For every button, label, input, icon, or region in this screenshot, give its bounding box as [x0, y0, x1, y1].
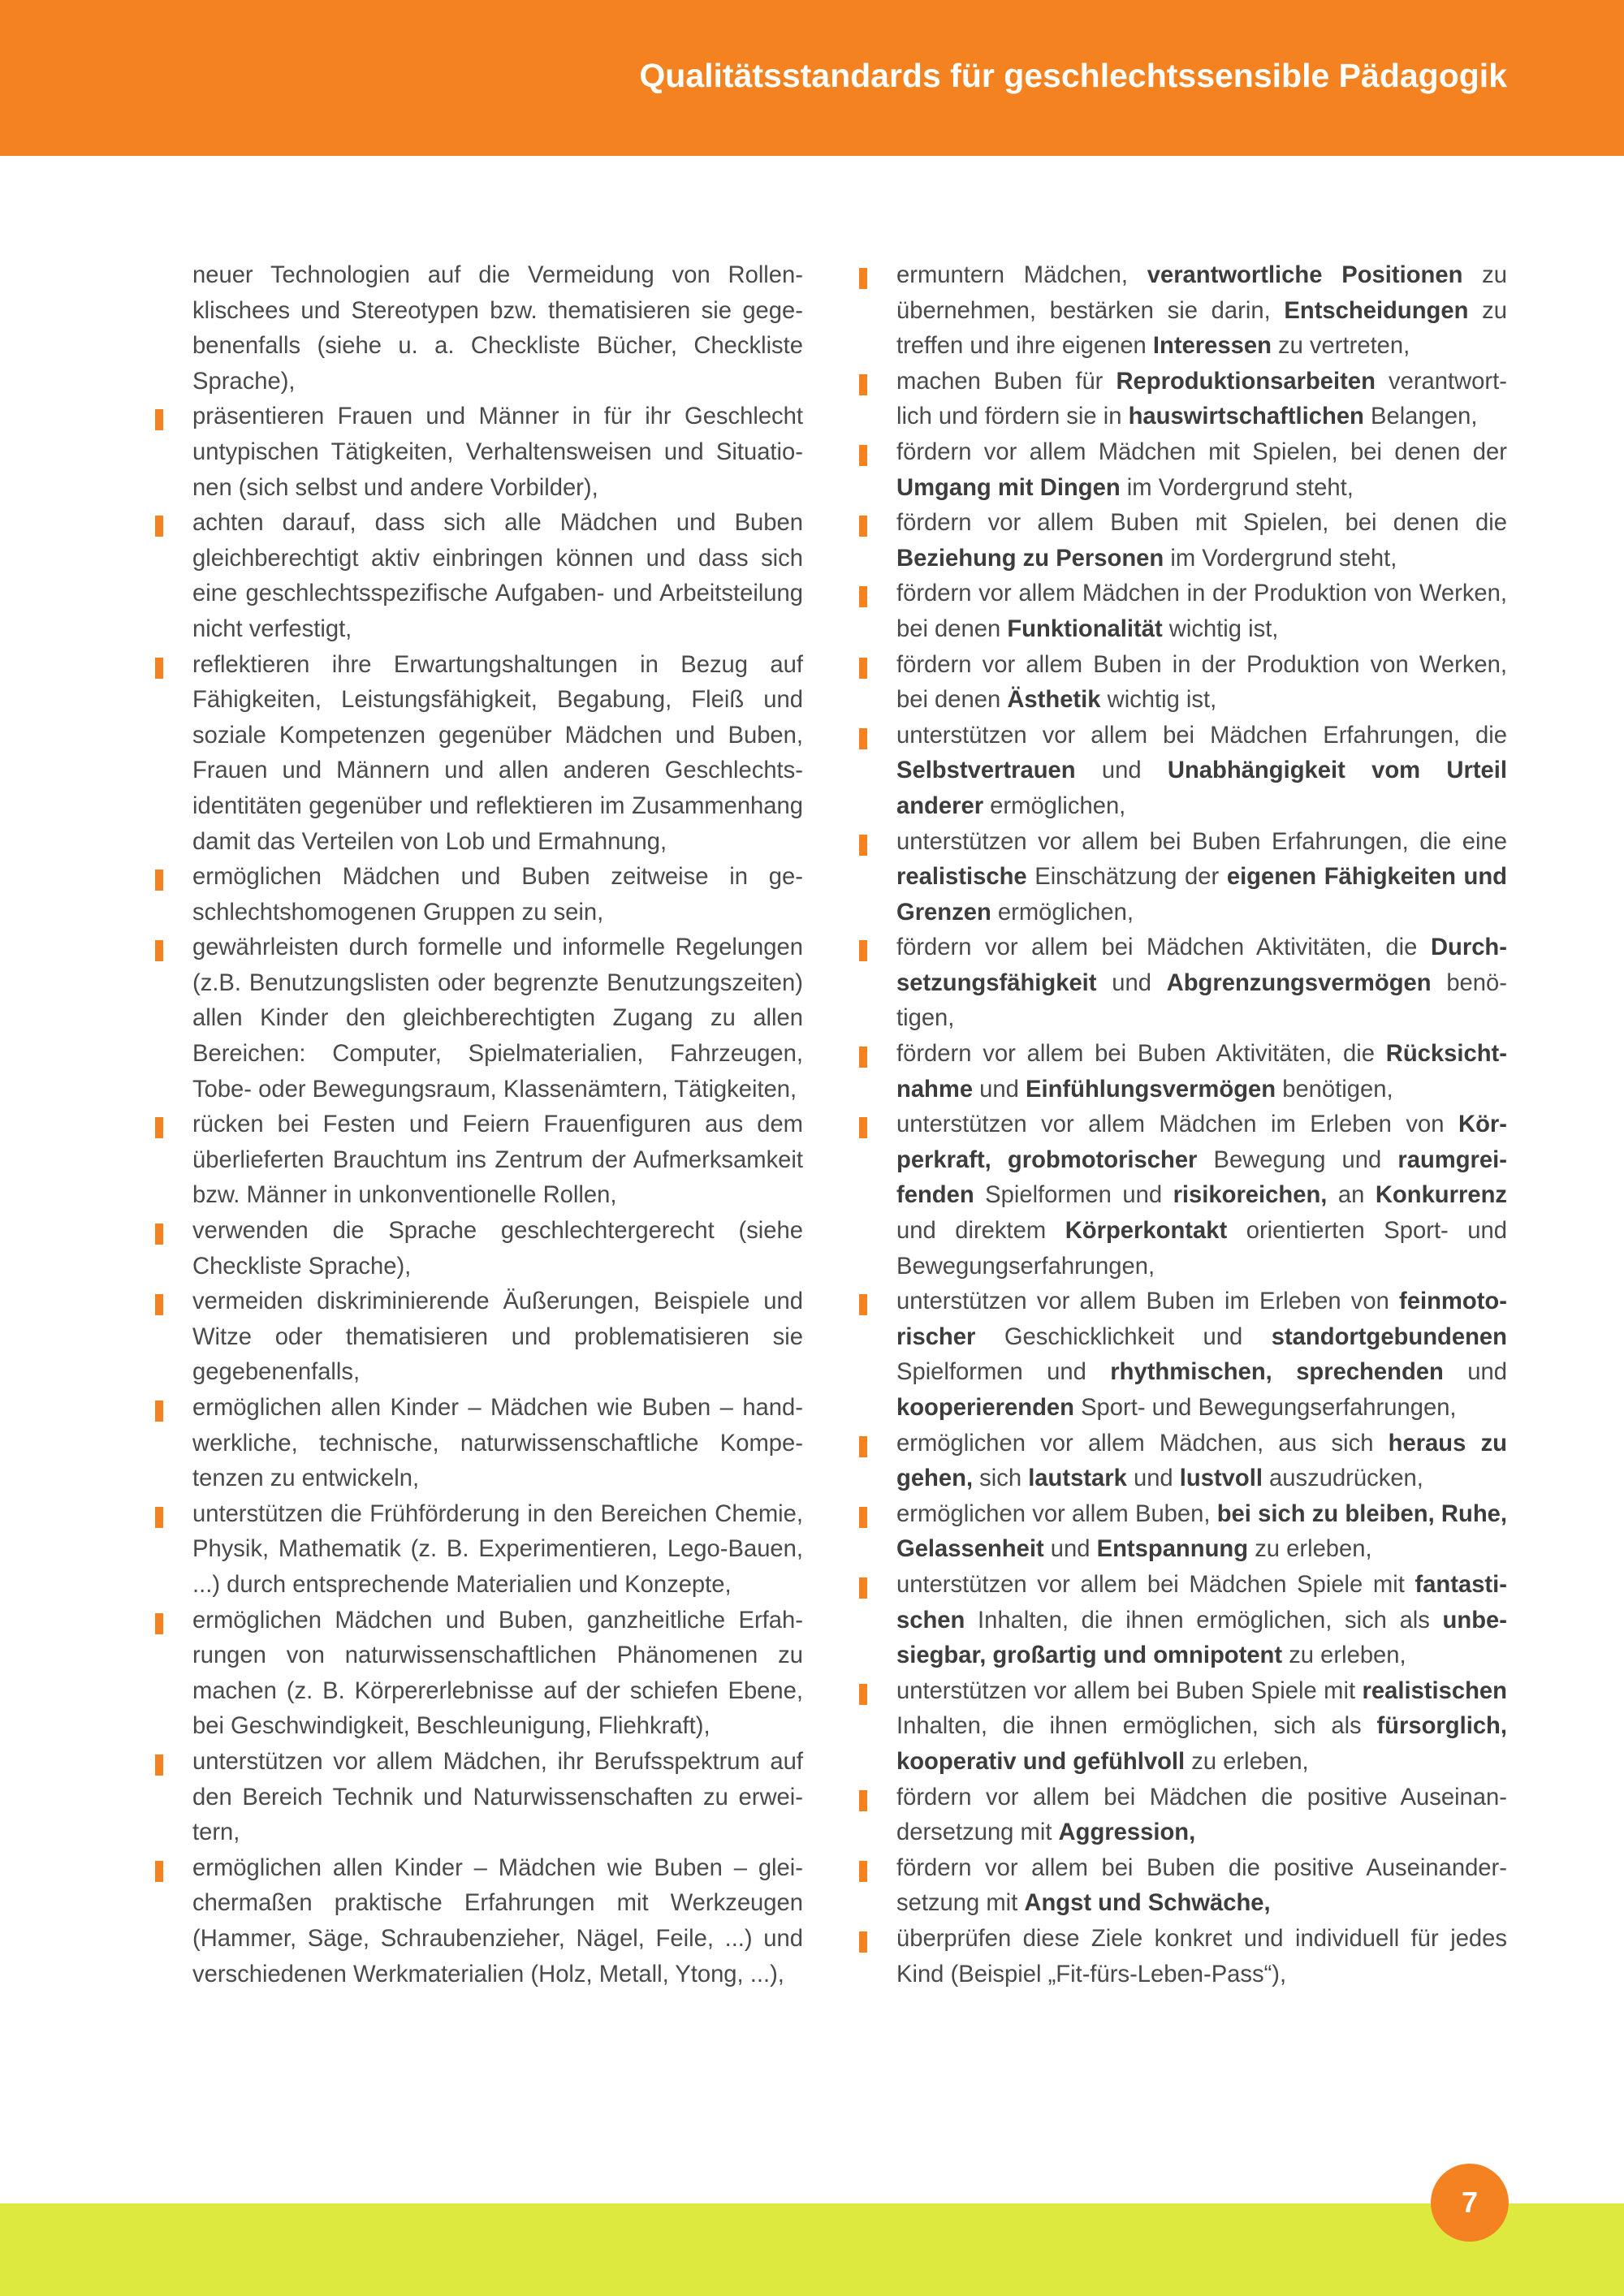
list-item [896, 365, 1507, 435]
list-item [896, 258, 1507, 365]
item-text: rücken bei Festen und Feiern Frauenfiguren aus dem überlieferten Brauchtum ins Zentrum der Aufmerksamkeit bzw. Männer in unkonventionelle Rollen, [192, 1111, 803, 1209]
item-text: Inhalten, die ihnen ermöglichen, sich als [965, 1607, 1443, 1634]
bullet-marker-icon [155, 1507, 163, 1528]
emphasis-text: Rücksichtnahme [896, 1041, 1507, 1103]
right-column [896, 258, 1507, 1992]
item-text: wichtig ist, [1100, 687, 1217, 714]
item-text: Bewegung und [1197, 1146, 1398, 1173]
bullet-marker-icon [859, 658, 867, 679]
list-item [192, 860, 803, 930]
list-item [896, 1497, 1507, 1568]
header-bar [0, 0, 1624, 156]
item-text: und [973, 1076, 1026, 1103]
item-text: fördern vor allem Mädchen mit Spielen, bei denen der [896, 438, 1507, 465]
emphasis-text: Abgrenzungsvermögen [1166, 969, 1432, 996]
item-text: ermuntern Mädchen, [896, 262, 1147, 288]
bullet-marker-icon [859, 1117, 867, 1138]
right-bullet-list [896, 258, 1507, 1992]
item-text: Einschätzung der [1026, 864, 1227, 891]
item-text: reflektieren ihre Erwartungshaltungen in Bezug auf Fähigkeiten, Leistungsfähigkeit, Begabung, Fleiß und soziale Kompetenzen gegenüber Mädchen und Buben, Frauen und Männern und allen anderen Geschlechtsidentitäten gegenüber und reflektieren im Zusammenhang damit das Verteilen von Lob und Ermahnung, [192, 651, 803, 855]
list-item [192, 399, 803, 506]
emphasis-text: eigenen Fähigkeiten und Grenzen [896, 864, 1507, 926]
item-text: fördern vor allem bei Buben die positive Auseinandersetzung mit [896, 1854, 1507, 1917]
emphasis-text: realistischen [1362, 1677, 1507, 1704]
bullet-marker-icon [859, 1684, 867, 1705]
bullet-marker-icon [859, 1790, 867, 1811]
item-text: zu erleben, [1282, 1642, 1406, 1669]
emphasis-text: Umgang mit Dingen [896, 474, 1121, 501]
item-text: unterstützen vor allem bei Buben Spiele mit [896, 1677, 1363, 1704]
list-item [896, 1568, 1507, 1674]
list-item [896, 1922, 1507, 1992]
item-text: ermöglichen Mädchen und Buben, ganzheitliche Erfahrungen von naturwissenschaftlichen Phänomenen zu machen (z. B. Körpererlebnisse auf der schiefen Ebene, bei Geschwindigkeit, Beschleunigung, Fliehkraft), [192, 1607, 803, 1740]
bullet-marker-icon [859, 1294, 867, 1315]
item-text: und [1096, 969, 1167, 996]
left-bullet-list [192, 399, 803, 1992]
list-item [192, 648, 803, 861]
emphasis-text: Ästhetik [1007, 687, 1101, 714]
item-text: ermöglichen, [983, 792, 1126, 819]
continuation-text: neuer Technologien auf die Vermeidung von Rollenklischees und Stereotypen bzw. thematisieren sie gegebenenfalls (siehe u. a. Checkliste Bücher, Checkliste Sprache), [192, 262, 803, 395]
item-text: und [1126, 1465, 1180, 1492]
item-text: ermöglichen, [991, 899, 1134, 926]
bullet-marker-icon [859, 728, 867, 749]
item-text: an [1327, 1182, 1376, 1209]
bullet-marker-icon [859, 1047, 867, 1068]
bullet-marker-icon [155, 1861, 163, 1882]
list-item [896, 1426, 1507, 1497]
item-text: auszudrücken, [1262, 1465, 1423, 1492]
emphasis-text: heraus zu gehen, [896, 1430, 1507, 1492]
list-item [192, 1107, 803, 1214]
item-text: Sport- und Bewegungserfahrungen, [1073, 1395, 1457, 1421]
bullet-marker-icon [155, 516, 163, 537]
item-text: unterstützen vor allem Mädchen im Erleben von [896, 1111, 1458, 1138]
bullet-marker-icon [859, 1931, 867, 1953]
item-text: fördern vor allem bei Mädchen die positive Auseinandersetzung mit [896, 1784, 1507, 1846]
list-item [896, 648, 1507, 719]
bullet-marker-icon [155, 1400, 163, 1422]
bullet-marker-icon [155, 1224, 163, 1245]
list-item [192, 1603, 803, 1745]
item-text: fördern vor allem bei Mädchen Aktivitäten, die [896, 934, 1431, 961]
emphasis-text: risikoreichen, [1173, 1182, 1328, 1209]
item-text: benötigen, [1276, 1076, 1393, 1103]
item-text: Spielformen und [896, 1359, 1111, 1386]
bullet-marker-icon [155, 1613, 163, 1634]
item-text: ermöglichen vor allem Mädchen, aus sich [896, 1430, 1389, 1457]
bullet-marker-icon [859, 835, 867, 856]
item-text: verantwortlich und fördern sie in [896, 368, 1507, 430]
bullet-marker-icon [859, 445, 867, 466]
list-item [896, 1037, 1507, 1107]
item-text: ermöglichen allen Kinder – Mädchen wie Buben – gleichermaßen praktische Erfahrungen mit Werkzeugen (Hammer, Säge, Schraubenzieher, Nägel, Feile, ...) und verschiedenen Werkmaterialien (Holz, Metall, Ytong, ...), [192, 1854, 803, 1987]
list-item [896, 506, 1507, 576]
emphasis-text: Reproduktionsarbeiten [1116, 368, 1376, 395]
item-text: überprüfen diese Ziele konkret und individuell für jedes Kind (Beispiel „Fit-fürs-Leben-Pass“), [896, 1925, 1507, 1987]
emphasis-text: hauswirtschaftlichen [1128, 404, 1364, 430]
item-text: zu erleben, [1248, 1536, 1372, 1563]
list-item [896, 576, 1507, 647]
emphasis-text: Durchsetzungsfähigkeit [896, 934, 1507, 996]
emphasis-text: lustvoll [1179, 1465, 1263, 1492]
item-text: zu vertreten, [1271, 333, 1410, 360]
emphasis-text: Konkurrenz [1375, 1182, 1507, 1209]
item-text: benötigen, [896, 969, 1507, 1032]
emphasis-text: Körperkraft, grobmotorischer [896, 1111, 1507, 1173]
list-item [192, 1391, 803, 1497]
item-text: orientierten Sport- und Bewegungserfahrungen, [896, 1218, 1508, 1280]
bullet-marker-icon [155, 409, 163, 430]
item-text: sich [973, 1465, 1029, 1492]
item-text: fördern vor allem Mädchen in der Produktion von Werken, bei denen [896, 580, 1507, 642]
emphasis-text: Angst und Schwäche, [1024, 1890, 1271, 1917]
emphasis-text: Funktionalität [1007, 615, 1163, 642]
emphasis-text: bei sich zu bleiben, Ruhe, Gelassenheit [896, 1500, 1507, 1563]
list-item [896, 719, 1507, 825]
bullet-marker-icon [155, 870, 163, 891]
list-item [192, 1497, 803, 1603]
bullet-marker-icon [859, 1436, 867, 1457]
list-item [192, 1284, 803, 1391]
item-text: unterstützen vor allem bei Mädchen Spiele mit [896, 1571, 1415, 1598]
item-text: unterstützen vor allem bei Mädchen Erfahrungen, die [896, 722, 1507, 749]
emphasis-text: Einfühlungsvermögen [1026, 1076, 1276, 1103]
item-text: unterstützen vor allem Mädchen, ihr Berufsspektrum auf den Bereich Technik und Naturwissenschaften zu erweitern, [192, 1748, 803, 1846]
item-text: im Vordergrund steht, [1164, 545, 1397, 572]
left-column [192, 258, 803, 1992]
emphasis-text: fantastischen [896, 1571, 1507, 1634]
item-text: und [1075, 757, 1168, 784]
bullet-marker-icon [155, 658, 163, 679]
item-text: Belangen, [1363, 404, 1478, 430]
item-text: und [1043, 1536, 1097, 1563]
item-text: fördern vor allem Buben mit Spielen, bei denen die [896, 510, 1507, 537]
bullet-marker-icon [155, 1117, 163, 1138]
emphasis-text: realistische [896, 864, 1027, 891]
emphasis-text: standortgebundenen [1271, 1323, 1507, 1350]
item-text: unterstützen vor allem bei Buben Erfahrungen, die eine [896, 828, 1507, 855]
list-item [896, 1284, 1507, 1426]
item-text: und direktem [896, 1218, 1065, 1245]
emphasis-text: kooperierenden [896, 1395, 1074, 1421]
item-text: vermeiden diskriminierende Äußerungen, Beispiele und Witze oder thematisieren und problematisieren sie gegebenenfalls, [192, 1288, 803, 1386]
bullet-marker-icon [859, 268, 867, 289]
footer-bar [0, 2203, 1624, 2296]
bullet-marker-icon [155, 940, 163, 961]
bullet-marker-icon [859, 1861, 867, 1882]
bullet-marker-icon [859, 1507, 867, 1528]
emphasis-text: fürsorglich, kooperativ und gefühlvoll [896, 1713, 1507, 1775]
page-number-badge: 7 [1431, 2164, 1509, 2242]
emphasis-text: lautstark [1028, 1465, 1127, 1492]
item-text: im Vordergrund steht, [1120, 474, 1354, 501]
bullet-marker-icon [859, 1577, 867, 1599]
page-title: Qualitätsstandards für geschlechtssensible Pädagogik [639, 57, 1507, 94]
list-item [896, 1674, 1507, 1780]
item-text: ermöglichen Mädchen und Buben zeitweise in geschlechtshomogenen Gruppen zu sein, [192, 864, 803, 926]
item-text: fördern vor allem Buben in der Produktion von Werken, bei denen [896, 651, 1507, 714]
item-text: verwenden die Sprache geschlechtergerecht (siehe Checkliste Sprache), [192, 1218, 803, 1280]
bullet-marker-icon [859, 586, 867, 607]
list-item [896, 1107, 1507, 1284]
item-text: achten darauf, dass sich alle Mädchen und Buben gleichberechtigt aktiv einbringen können und dass sich eine geschlechtsspezifische Aufgaben- und Arbeitsteilung nicht verfestigt, [192, 510, 803, 642]
emphasis-text: Unabhängigkeit vom Urteil anderer [896, 757, 1507, 819]
bullet-marker-icon [155, 1754, 163, 1776]
item-text: machen Buben für [896, 368, 1116, 395]
item-text: unterstützen vor allem Buben im Erleben von [896, 1288, 1400, 1315]
item-text: unterstützen die Frühförderung in den Bereichen Chemie, Physik, Mathematik (z. B. Experimentieren, Lego-Bauen, ...) durch entsprechende Materialien und Konzepte, [192, 1500, 803, 1598]
item-text: wichtig ist, [1162, 615, 1279, 642]
emphasis-text: rhythmischen, sprechenden [1110, 1359, 1444, 1386]
emphasis-text: Aggression, [1058, 1819, 1196, 1846]
bullet-marker-icon [859, 940, 867, 961]
list-item [896, 1851, 1507, 1922]
emphasis-text: Entscheidungen [1284, 297, 1469, 324]
item-text: präsentieren Frauen und Männer in für ihr Geschlecht untypischen Tätigkeiten, Verhaltensweisen und Situationen (sich selbst und andere Vorbilder), [192, 404, 803, 501]
list-item [896, 930, 1507, 1037]
emphasis-text: unbesiegbar, großartig und omnipotent [896, 1607, 1507, 1669]
item-text: Inhalten, die ihnen ermöglichen, sich als [896, 1713, 1377, 1740]
item-text: zu treffen und ihre eigenen [896, 297, 1507, 360]
emphasis-text: verantwortliche Positionen [1147, 262, 1463, 288]
item-text: Geschicklichkeit und [975, 1323, 1272, 1350]
list-item [192, 1851, 803, 1992]
item-text: ermöglichen allen Kinder – Mädchen wie Buben – handwerkliche, technische, naturwissenschaftliche Kompetenzen zu entwickeln, [192, 1395, 803, 1492]
list-item [192, 930, 803, 1107]
item-text: ermöglichen vor allem Buben, [896, 1500, 1217, 1527]
item-text: zu erleben, [1185, 1748, 1309, 1775]
bullet-marker-icon [155, 1294, 163, 1315]
bullet-marker-icon [859, 374, 867, 395]
item-text: gewährleisten durch formelle und informelle Regelungen (z.B. Benutzungslisten oder begrenzte Benutzungszeiten) allen Kinder den gleichberechtigten Zugang zu allen Bereichen: Computer, Spielmaterialien, Fahrzeugen, Tobe- oder Bewegungsraum, Klassenämtern, Tätigkeiten, [192, 934, 803, 1103]
item-text: zu übernehmen, bestärken sie darin, [896, 262, 1508, 324]
list-item [192, 1745, 803, 1851]
list-item [192, 506, 803, 647]
list-item [896, 825, 1507, 931]
emphasis-text: Selbstvertrauen [896, 757, 1076, 784]
item-text: Spielformen und [974, 1182, 1173, 1209]
list-item [896, 1780, 1507, 1851]
emphasis-text: raumgreifenden [896, 1146, 1507, 1209]
list-item [192, 1214, 803, 1284]
bullet-marker-icon [859, 516, 867, 537]
emphasis-text: Beziehung zu Personen [896, 545, 1164, 572]
emphasis-text: Körperkontakt [1065, 1218, 1228, 1245]
list-item [896, 435, 1507, 506]
item-text: und [1443, 1359, 1507, 1386]
emphasis-text: Entspannung [1096, 1536, 1249, 1563]
item-text: fördern vor allem bei Buben Aktivitäten, die [896, 1041, 1386, 1068]
emphasis-text: feinmotorischer [896, 1288, 1507, 1350]
emphasis-text: Interessen [1152, 333, 1272, 360]
